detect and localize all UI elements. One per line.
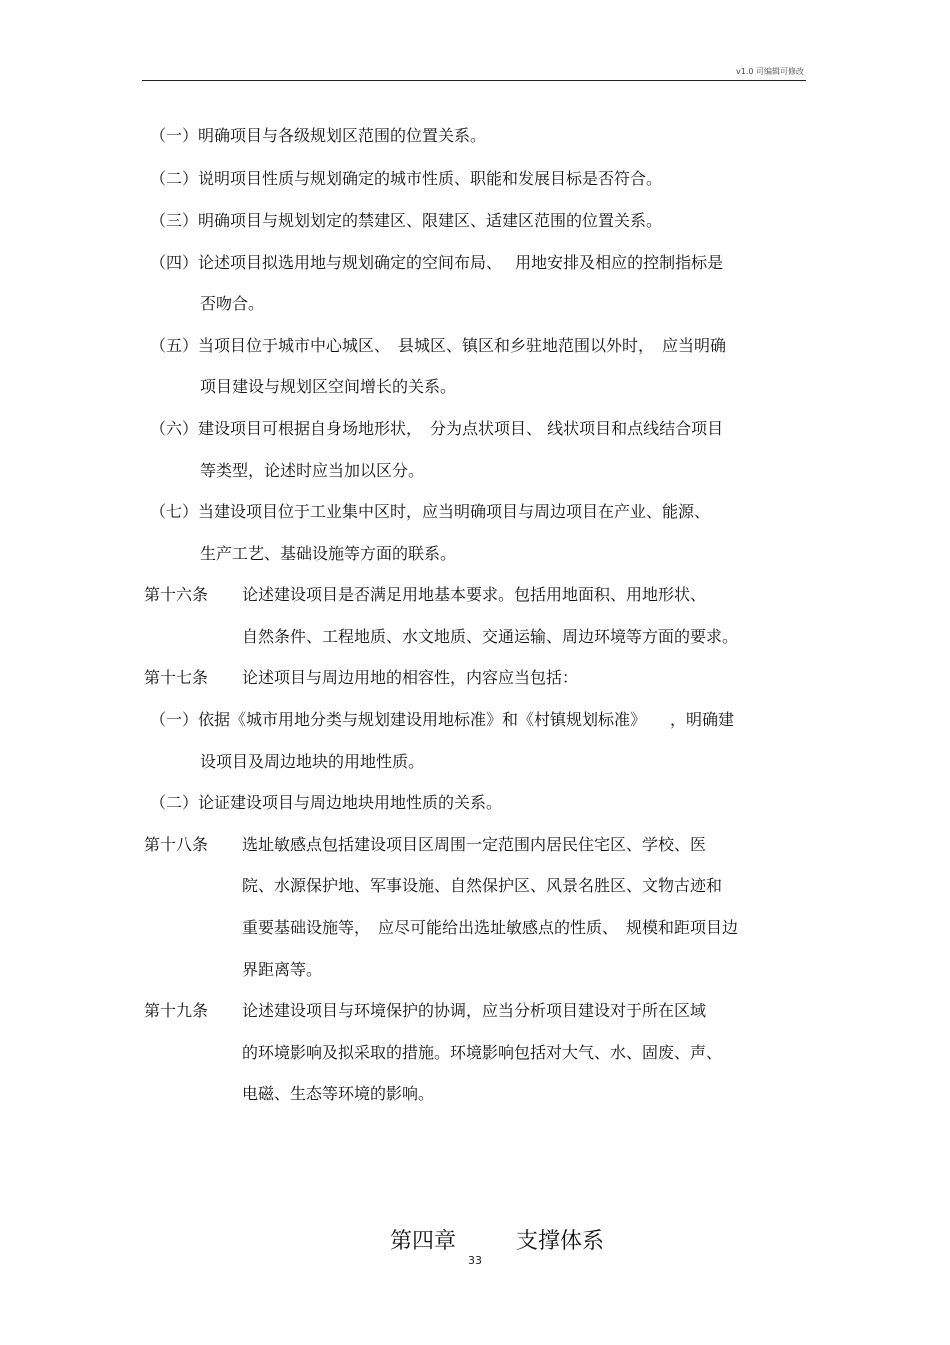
chapter-heading: [376, 1199, 604, 1255]
text-line: （六）建设项目可根据自身场地形状， 分为点状项目、 线状项目和点线结合项目: [150, 419, 724, 438]
article-label: 第十六条: [144, 585, 209, 604]
page-number: 33: [468, 1254, 482, 1267]
header-rule: [142, 80, 806, 81]
text-line: （四）论述项目拟选用地与规划确定的空间布局、 用地安排及相应的控制指标是: [150, 253, 724, 272]
text-line: 论述项目与周边用地的相容性，内容应当包括：: [242, 668, 579, 687]
text-line: 界距离等。: [242, 960, 323, 979]
text-line: 等类型，论述时应当加以区分。: [200, 461, 425, 480]
chapter-number: 第四章: [390, 1229, 457, 1254]
text-line: 设项目及周边地块的用地性质。: [200, 752, 425, 771]
text-line: 论述建设项目与环境保护的协调，应当分析项目建设对于所在区域: [242, 1001, 707, 1020]
text-line: 电磁、生态等环境的影响。: [242, 1084, 435, 1103]
text-line: （一）依据《城市用地分类与规划建设用地标准》和《村镇规划标准》 ，明确建: [150, 710, 735, 729]
chapter-title: 支撑体系: [516, 1229, 605, 1254]
text-line: 论述建设项目是否满足用地基本要求。包括用地面积、用地形状、: [242, 585, 707, 604]
header-label: v1.0 可编辑可修改: [736, 67, 804, 76]
text-line: （三）明确项目与规划划定的禁建区、限建区、适建区范围的位置关系。: [150, 211, 663, 230]
text-line: （五）当项目位于城市中心城区、 县城区、镇区和乡驻地范围以外时， 应当明确: [150, 336, 727, 355]
text-line: 重要基础设施等， 应尽可能给出选址敏感点的性质、 规模和距项目边: [242, 918, 739, 937]
text-line: （二）说明项目性质与规划确定的城市性质、职能和发展目标是否符合。: [150, 169, 663, 188]
text-line: （二）论证建设项目与周边地块用地性质的关系。: [150, 793, 503, 812]
text-line: 否吻合。: [200, 294, 265, 313]
article-label: 第十八条: [144, 835, 209, 854]
text-line: 项目建设与规划区空间增长的关系。: [200, 377, 457, 396]
text-line: 选址敏感点包括建设项目区周围一定范围内居民住宅区、学校、医: [242, 835, 707, 854]
text-line: （七）当建设项目位于工业集中区时，应当明确项目与周边项目在产业、能源、: [150, 502, 711, 521]
text-line: （一）明确项目与各级规划区范围的位置关系。: [150, 126, 487, 145]
text-line: 的环境影响及拟采取的措施。环境影响包括对大气、水、固废、声、: [242, 1043, 723, 1062]
article-label: 第十七条: [144, 668, 209, 687]
text-line: 自然条件、工程地质、水文地质、交通运输、周边环境等方面的要求。: [242, 627, 739, 646]
text-line: 生产工艺、基础设施等方面的联系。: [200, 544, 457, 563]
text-line: 院、水源保护地、军事设施、自然保护区、风景名胜区、文物古迹和: [242, 876, 723, 895]
article-label: 第十九条: [144, 1001, 209, 1020]
